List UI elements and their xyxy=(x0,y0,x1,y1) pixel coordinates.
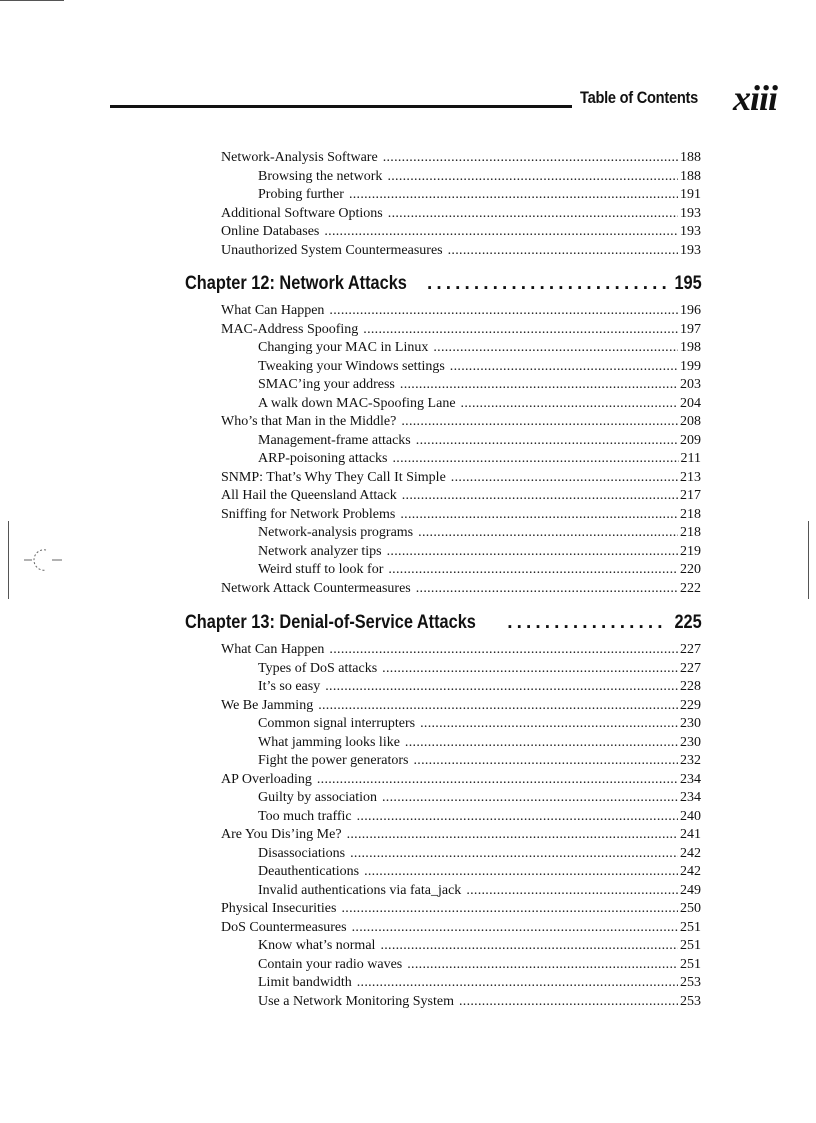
toc-entry-label: Network-Analysis Software xyxy=(221,150,378,165)
toc-entry-page: 242 xyxy=(680,864,701,879)
registration-mark-icon xyxy=(18,546,66,574)
toc-entry[interactable] xyxy=(258,715,701,733)
toc-entry[interactable] xyxy=(258,845,701,863)
toc-entry-label: It’s so easy xyxy=(258,679,321,694)
toc-entry-label: Common signal interrupters xyxy=(258,716,416,731)
dot-leader xyxy=(402,487,678,505)
toc-entry-page: 241 xyxy=(680,827,701,842)
dot-leader xyxy=(317,771,678,789)
toc-entry-page: 249 xyxy=(680,882,701,898)
toc-entry-label: Tweaking your Windows settings xyxy=(258,358,445,374)
dot-leader xyxy=(387,168,678,186)
toc-entry[interactable] xyxy=(221,242,701,260)
toc-entry-label: Browsing the network xyxy=(258,168,383,184)
toc-entry[interactable] xyxy=(258,678,701,696)
toc-entry-page: 204 xyxy=(680,395,701,411)
toc-entry[interactable] xyxy=(221,641,701,659)
dot-leader xyxy=(461,395,678,413)
toc-entry[interactable] xyxy=(258,432,701,450)
toc-entry[interactable] xyxy=(258,974,701,992)
dot-leader xyxy=(416,580,678,598)
toc-entry[interactable] xyxy=(258,339,701,357)
toc-entry-page: 240 xyxy=(680,808,701,824)
toc-entry-page: 211 xyxy=(680,451,701,466)
dot-leader xyxy=(357,808,678,826)
toc-entry-page: 229 xyxy=(680,697,701,713)
dot-leader xyxy=(420,715,678,733)
toc-entry-label: Sniffing for Network Problems xyxy=(221,506,396,522)
toc-entry[interactable] xyxy=(221,771,701,789)
toc-entry-page: 197 xyxy=(680,321,701,337)
toc-entry-label: Weird stuff to look for xyxy=(258,562,384,577)
toc-entry-page: 250 xyxy=(680,901,701,916)
dot-leader xyxy=(466,882,678,900)
dot-leader xyxy=(448,242,678,260)
toc-entry-label: A walk down MAC-Spoofing Lane xyxy=(258,395,456,411)
toc-entry-page: 218 xyxy=(680,525,701,540)
toc-entry[interactable] xyxy=(258,358,701,376)
dot-leader xyxy=(427,273,668,295)
toc-entry-label: Use a Network Monitoring System xyxy=(258,993,454,1009)
dot-leader xyxy=(350,845,678,863)
toc-entry-label: MAC-Address Spoofing xyxy=(221,321,359,337)
toc-entry[interactable] xyxy=(258,186,701,204)
toc-entry[interactable] xyxy=(258,882,701,900)
toc-entry-page: 191 xyxy=(680,187,701,202)
toc-entry-label: Fight the power generators xyxy=(258,753,409,768)
toc-entry[interactable] xyxy=(221,506,701,524)
dot-leader xyxy=(418,524,678,542)
dot-leader xyxy=(413,752,678,770)
toc-entry-label: Know what’s normal xyxy=(258,938,376,953)
dot-leader xyxy=(382,660,678,678)
toc-entry[interactable] xyxy=(221,413,701,431)
toc-entry[interactable] xyxy=(258,808,701,826)
toc-entry-label: All Hail the Queensland Attack xyxy=(221,488,397,503)
toc-entry-label: Guilty by association xyxy=(258,790,377,805)
toc-entry[interactable] xyxy=(258,395,701,413)
dot-leader xyxy=(387,543,678,561)
toc-entry-page: 234 xyxy=(680,790,701,805)
toc-entry[interactable] xyxy=(221,302,701,320)
toc-entry-page: 188 xyxy=(680,150,701,165)
dot-leader xyxy=(318,697,678,715)
running-header-title: Table of Contents xyxy=(580,88,698,107)
toc-entry-label: What Can Happen xyxy=(221,303,325,318)
toc-entry-label: Management-frame attacks xyxy=(258,432,411,448)
dot-leader xyxy=(383,149,678,167)
toc-entry-label: Physical Insecurities xyxy=(221,901,337,916)
toc-entry-label: DoS Countermeasures xyxy=(221,919,347,935)
toc-entry-page: 251 xyxy=(680,956,701,972)
toc-entry-page: 188 xyxy=(680,168,701,184)
toc-entry[interactable] xyxy=(221,919,701,937)
chapter-title: Chapter 12: Network Attacks xyxy=(185,273,407,294)
toc-entry-label: ARP-poisoning attacks xyxy=(258,451,388,466)
toc-entry-page: 198 xyxy=(680,340,701,355)
toc-entry-label: What jamming looks like xyxy=(258,734,400,750)
toc-entry-page: 193 xyxy=(680,242,701,258)
chapter-page: 195 xyxy=(674,273,702,294)
dot-leader xyxy=(347,826,678,844)
toc-entry-page: 228 xyxy=(680,679,701,694)
toc-entry-label: SMAC’ing your address xyxy=(258,377,395,392)
toc-entry-page: 213 xyxy=(680,469,701,485)
toc-entry[interactable] xyxy=(221,697,701,715)
toc-entry-page: 227 xyxy=(680,642,701,657)
dot-leader xyxy=(363,321,678,339)
toc-entry-label: AP Overloading xyxy=(221,771,312,787)
toc-entry[interactable] xyxy=(258,376,701,394)
toc-entry-page: 253 xyxy=(680,975,701,990)
toc-entry[interactable] xyxy=(258,789,701,807)
toc-entry[interactable] xyxy=(258,543,701,561)
dot-leader xyxy=(388,561,678,579)
toc-entry-label: What Can Happen xyxy=(221,642,325,657)
toc-entry-page: 193 xyxy=(680,224,701,239)
toc-entry-label: Contain your radio waves xyxy=(258,956,403,972)
toc-entry-label: Disassociations xyxy=(258,845,346,861)
dot-leader xyxy=(393,450,679,468)
toc-entry[interactable] xyxy=(221,487,701,505)
toc-entry[interactable] xyxy=(258,561,701,579)
toc-entry-label: Are You Dis’ing Me? xyxy=(221,827,342,842)
toc-entry-label: Limit bandwidth xyxy=(258,975,352,990)
toc-entry-page: 251 xyxy=(680,919,701,935)
chapter-12-heading[interactable] xyxy=(185,273,702,295)
toc-entry[interactable] xyxy=(258,168,701,186)
toc-entry-label: Additional Software Options xyxy=(221,205,383,221)
dot-leader xyxy=(325,678,678,696)
toc-entry[interactable] xyxy=(258,660,701,678)
dot-leader xyxy=(352,919,678,937)
toc-entry[interactable] xyxy=(221,469,701,487)
page-number: xiii xyxy=(733,78,778,118)
header-rule xyxy=(110,105,572,108)
toc-entry[interactable] xyxy=(221,826,701,844)
toc-entry-label: Network-analysis programs xyxy=(258,525,414,540)
crop-mark-right xyxy=(808,521,809,599)
crop-mark-top xyxy=(0,0,64,1)
toc-entry-label: We Be Jamming xyxy=(221,697,314,713)
toc-entry-label: SNMP: That’s Why They Call It Simple xyxy=(221,469,446,485)
dot-leader xyxy=(433,339,678,357)
dot-leader xyxy=(450,358,678,376)
dot-leader xyxy=(459,993,678,1011)
crop-mark-left xyxy=(8,521,9,599)
dot-leader xyxy=(349,186,678,204)
toc-entry[interactable] xyxy=(258,734,701,752)
toc-entry[interactable] xyxy=(258,524,701,542)
dot-leader xyxy=(329,641,678,659)
toc-entry-page: 230 xyxy=(680,734,701,750)
dot-leader xyxy=(329,302,678,320)
toc-entry-page: 219 xyxy=(680,543,701,559)
toc-entry-page: 232 xyxy=(680,753,701,768)
toc-entry-page: 220 xyxy=(680,562,701,577)
toc-entry[interactable] xyxy=(221,223,701,241)
toc-entry[interactable] xyxy=(221,580,701,598)
toc-entry-page: 253 xyxy=(680,993,701,1009)
toc-entry-page: 234 xyxy=(680,771,701,787)
toc-entry-page: 222 xyxy=(680,580,701,596)
toc-entry-page: 242 xyxy=(680,845,701,861)
chapter-title: Chapter 13: Denial-of-Service Attacks xyxy=(185,612,476,633)
toc-entry[interactable] xyxy=(258,863,701,881)
toc-entry[interactable] xyxy=(258,752,701,770)
toc-entry-label: Probing further xyxy=(258,187,344,202)
toc-entry-page: 203 xyxy=(680,377,701,392)
toc-entry[interactable] xyxy=(258,956,701,974)
toc-entry-page: 230 xyxy=(680,716,701,731)
toc-entry-label: Network Attack Countermeasures xyxy=(221,580,411,596)
dot-leader xyxy=(380,937,678,955)
dot-leader xyxy=(400,506,678,524)
toc-entry-label: Network analyzer tips xyxy=(258,543,382,559)
dot-leader xyxy=(507,612,668,634)
toc-entry[interactable] xyxy=(221,205,701,223)
dot-leader xyxy=(416,432,678,450)
toc-entry-label: Changing your MAC in Linux xyxy=(258,340,429,355)
toc-entry-label: Invalid authentications via fata_jack xyxy=(258,882,462,898)
toc-entry-page: 251 xyxy=(680,938,701,953)
dot-leader xyxy=(407,956,678,974)
toc-entry[interactable] xyxy=(258,937,701,955)
toc-entry-label: Types of DoS attacks xyxy=(258,660,378,676)
toc-entry-label: Unauthorized System Countermeasures xyxy=(221,242,443,258)
toc-entry-label: Too much traffic xyxy=(258,808,352,824)
chapter-13-heading[interactable] xyxy=(185,612,702,634)
toc-entry-page: 217 xyxy=(680,488,701,503)
dot-leader xyxy=(451,469,678,487)
chapter-page: 225 xyxy=(674,612,702,633)
dot-leader xyxy=(357,974,678,992)
toc-entry-page: 196 xyxy=(680,303,701,318)
toc-entry-page: 209 xyxy=(680,432,701,448)
toc-entry[interactable] xyxy=(221,321,701,339)
toc-entry-label: Online Databases xyxy=(221,224,320,239)
dot-leader xyxy=(388,205,678,223)
toc-entry[interactable] xyxy=(221,900,701,918)
toc-entry-page: 193 xyxy=(680,205,701,221)
toc-entry-label: Deauthentications xyxy=(258,864,360,879)
dot-leader xyxy=(400,376,678,394)
toc-entry[interactable] xyxy=(258,450,701,468)
dot-leader xyxy=(364,863,678,881)
dot-leader xyxy=(405,734,678,752)
dot-leader xyxy=(324,223,678,241)
toc-entry[interactable] xyxy=(221,149,701,167)
toc-entry-page: 218 xyxy=(680,506,701,522)
dot-leader xyxy=(382,789,678,807)
toc-entry-page: 199 xyxy=(680,358,701,374)
toc-entry[interactable] xyxy=(258,993,701,1011)
toc-entry-page: 208 xyxy=(680,414,701,429)
dot-leader xyxy=(401,413,678,431)
toc-entry-label: Who’s that Man in the Middle? xyxy=(221,414,397,429)
dot-leader xyxy=(341,900,678,918)
toc-entry-page: 227 xyxy=(680,660,701,676)
